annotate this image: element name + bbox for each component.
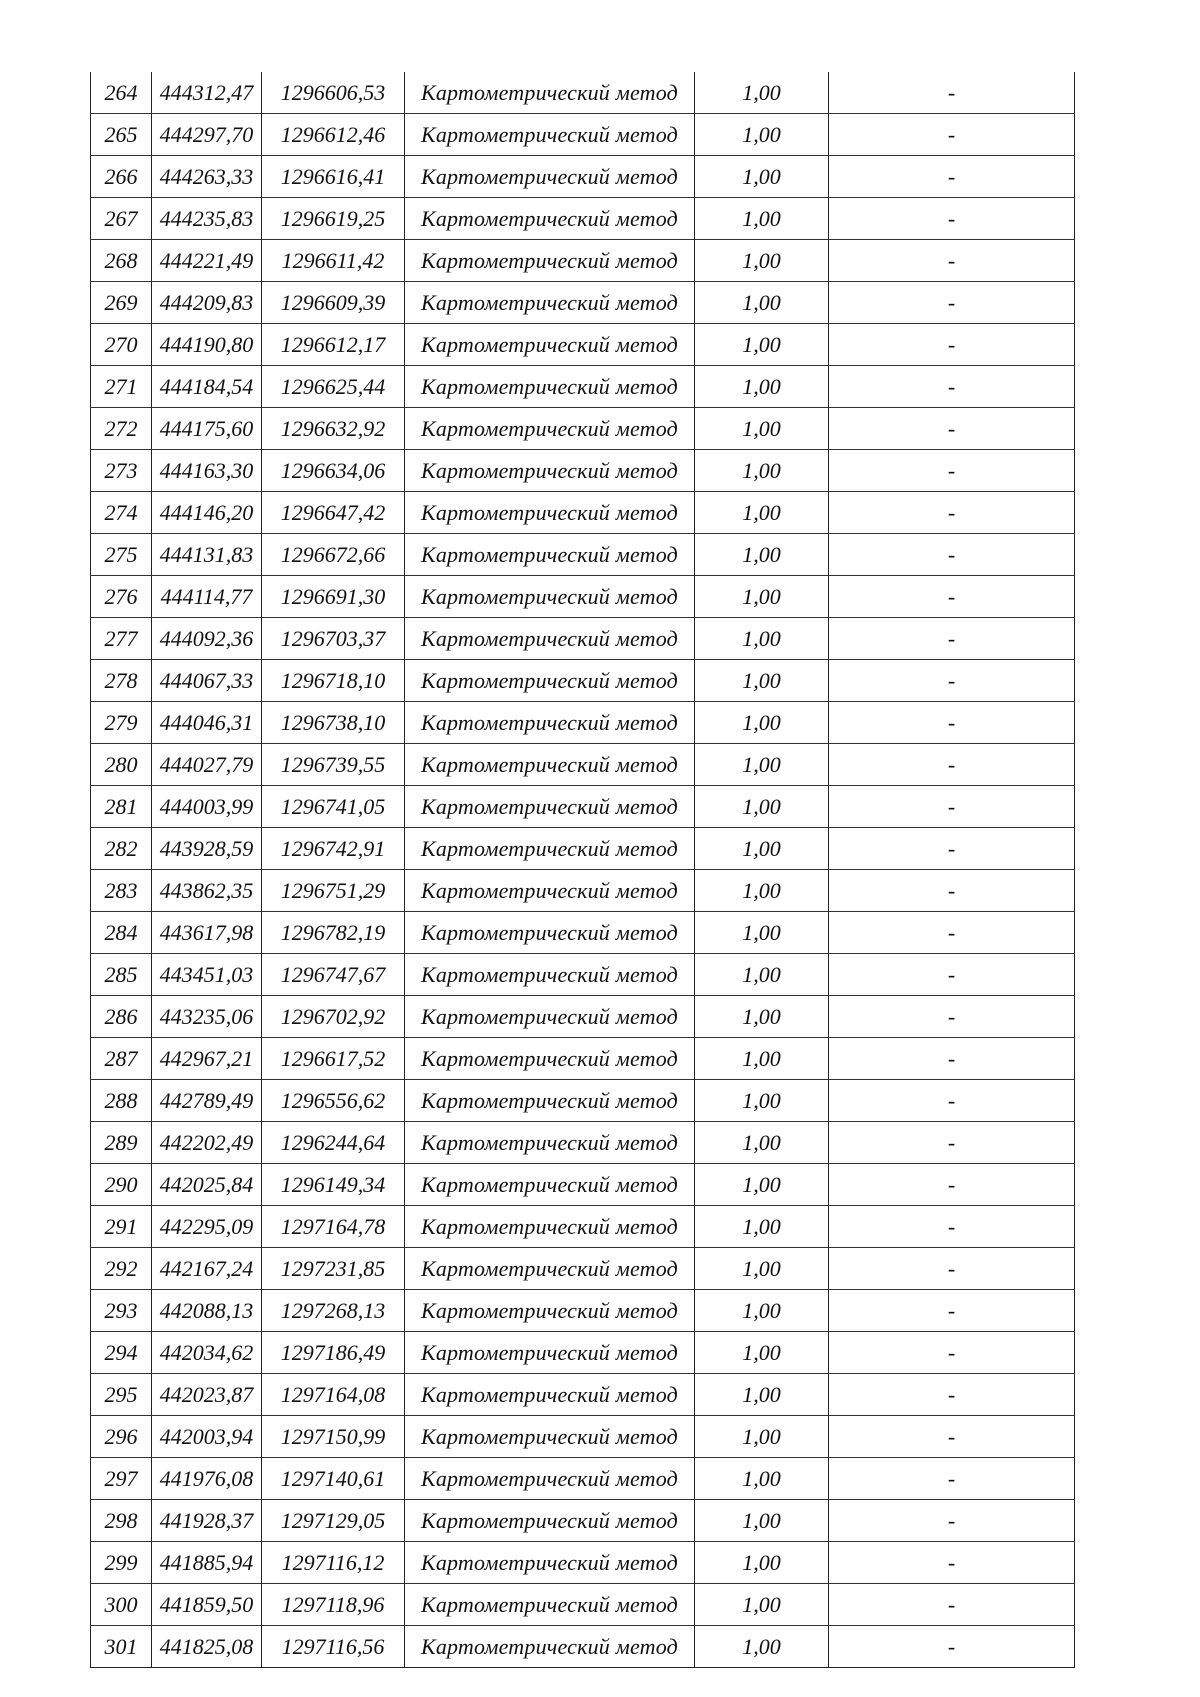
table-row <box>91 156 1075 198</box>
accuracy-cell: 1,00 <box>695 996 829 1038</box>
x-coordinate-cell: 444209,83 <box>152 282 262 324</box>
method-cell: Картометрический метод <box>405 828 695 870</box>
table-row <box>91 1290 1075 1332</box>
x-coordinate-cell: 442202,49 <box>152 1122 262 1164</box>
table-row <box>91 450 1075 492</box>
x-coordinate-cell: 444175,60 <box>152 408 262 450</box>
accuracy-cell: 1,00 <box>695 576 829 618</box>
note-cell: - <box>829 1248 1075 1290</box>
accuracy-cell: 1,00 <box>695 1626 829 1668</box>
x-coordinate-cell: 443862,35 <box>152 870 262 912</box>
note-cell: - <box>829 1206 1075 1248</box>
method-cell: Картометрический метод <box>405 1458 695 1500</box>
point-number-cell: 276 <box>91 576 152 618</box>
table-row <box>91 198 1075 240</box>
method-cell: Картометрический метод <box>405 366 695 408</box>
point-number-cell: 295 <box>91 1374 152 1416</box>
x-coordinate-cell: 444067,33 <box>152 660 262 702</box>
method-cell: Картометрический метод <box>405 324 695 366</box>
point-number-cell: 290 <box>91 1164 152 1206</box>
note-cell: - <box>829 744 1075 786</box>
x-coordinate-cell: 444184,54 <box>152 366 262 408</box>
y-coordinate-cell: 1296747,67 <box>262 954 405 996</box>
x-coordinate-cell: 443928,59 <box>152 828 262 870</box>
accuracy-cell: 1,00 <box>695 1290 829 1332</box>
x-coordinate-cell: 444312,47 <box>152 72 262 114</box>
coordinates-table-body <box>91 72 1075 1668</box>
table-row <box>91 72 1075 114</box>
accuracy-cell: 1,00 <box>695 198 829 240</box>
y-coordinate-cell: 1296611,42 <box>262 240 405 282</box>
x-coordinate-cell: 442034,62 <box>152 1332 262 1374</box>
note-cell: - <box>829 1542 1075 1584</box>
accuracy-cell: 1,00 <box>695 1584 829 1626</box>
coordinates-sheet <box>90 72 1074 1668</box>
note-cell: - <box>829 282 1075 324</box>
x-coordinate-cell: 442023,87 <box>152 1374 262 1416</box>
y-coordinate-cell: 1296742,91 <box>262 828 405 870</box>
method-cell: Картометрический метод <box>405 408 695 450</box>
y-coordinate-cell: 1296718,10 <box>262 660 405 702</box>
table-row <box>91 786 1075 828</box>
point-number-cell: 266 <box>91 156 152 198</box>
note-cell: - <box>829 1500 1075 1542</box>
y-coordinate-cell: 1297164,08 <box>262 1374 405 1416</box>
note-cell: - <box>829 1290 1075 1332</box>
method-cell: Картометрический метод <box>405 1080 695 1122</box>
x-coordinate-cell: 443451,03 <box>152 954 262 996</box>
y-coordinate-cell: 1297116,56 <box>262 1626 405 1668</box>
point-number-cell: 288 <box>91 1080 152 1122</box>
point-number-cell: 270 <box>91 324 152 366</box>
point-number-cell: 272 <box>91 408 152 450</box>
point-number-cell: 297 <box>91 1458 152 1500</box>
note-cell: - <box>829 1584 1075 1626</box>
accuracy-cell: 1,00 <box>695 72 829 114</box>
accuracy-cell: 1,00 <box>695 786 829 828</box>
y-coordinate-cell: 1296691,30 <box>262 576 405 618</box>
accuracy-cell: 1,00 <box>695 618 829 660</box>
note-cell: - <box>829 1626 1075 1668</box>
point-number-cell: 292 <box>91 1248 152 1290</box>
accuracy-cell: 1,00 <box>695 1542 829 1584</box>
note-cell: - <box>829 996 1075 1038</box>
accuracy-cell: 1,00 <box>695 744 829 786</box>
point-number-cell: 279 <box>91 702 152 744</box>
x-coordinate-cell: 444003,99 <box>152 786 262 828</box>
accuracy-cell: 1,00 <box>695 1332 829 1374</box>
note-cell: - <box>829 702 1075 744</box>
point-number-cell: 275 <box>91 534 152 576</box>
point-number-cell: 271 <box>91 366 152 408</box>
table-row <box>91 408 1075 450</box>
method-cell: Картометрический метод <box>405 954 695 996</box>
point-number-cell: 285 <box>91 954 152 996</box>
y-coordinate-cell: 1297268,13 <box>262 1290 405 1332</box>
point-number-cell: 274 <box>91 492 152 534</box>
method-cell: Картометрический метод <box>405 996 695 1038</box>
point-number-cell: 291 <box>91 1206 152 1248</box>
y-coordinate-cell: 1297186,49 <box>262 1332 405 1374</box>
x-coordinate-cell: 443617,98 <box>152 912 262 954</box>
table-row <box>91 240 1075 282</box>
table-row <box>91 1458 1075 1500</box>
table-row <box>91 912 1075 954</box>
note-cell: - <box>829 786 1075 828</box>
table-row <box>91 492 1075 534</box>
note-cell: - <box>829 450 1075 492</box>
x-coordinate-cell: 444235,83 <box>152 198 262 240</box>
x-coordinate-cell: 441976,08 <box>152 1458 262 1500</box>
note-cell: - <box>829 1080 1075 1122</box>
y-coordinate-cell: 1296149,34 <box>262 1164 405 1206</box>
method-cell: Картометрический метод <box>405 156 695 198</box>
table-row <box>91 1332 1075 1374</box>
table-row <box>91 618 1075 660</box>
method-cell: Картометрический метод <box>405 534 695 576</box>
note-cell: - <box>829 198 1075 240</box>
method-cell: Картометрический метод <box>405 450 695 492</box>
note-cell: - <box>829 870 1075 912</box>
table-row <box>91 324 1075 366</box>
method-cell: Картометрический метод <box>405 1500 695 1542</box>
y-coordinate-cell: 1296625,44 <box>262 366 405 408</box>
table-row <box>91 366 1075 408</box>
x-coordinate-cell: 444027,79 <box>152 744 262 786</box>
accuracy-cell: 1,00 <box>695 156 829 198</box>
coordinates-table <box>90 72 1075 1668</box>
y-coordinate-cell: 1296634,06 <box>262 450 405 492</box>
note-cell: - <box>829 114 1075 156</box>
note-cell: - <box>829 1164 1075 1206</box>
table-row <box>91 660 1075 702</box>
x-coordinate-cell: 444131,83 <box>152 534 262 576</box>
point-number-cell: 301 <box>91 1626 152 1668</box>
note-cell: - <box>829 1416 1075 1458</box>
note-cell: - <box>829 240 1075 282</box>
method-cell: Картометрический метод <box>405 114 695 156</box>
y-coordinate-cell: 1296616,41 <box>262 156 405 198</box>
x-coordinate-cell: 442789,49 <box>152 1080 262 1122</box>
y-coordinate-cell: 1296703,37 <box>262 618 405 660</box>
table-row <box>91 1500 1075 1542</box>
y-coordinate-cell: 1296556,62 <box>262 1080 405 1122</box>
y-coordinate-cell: 1296739,55 <box>262 744 405 786</box>
point-number-cell: 268 <box>91 240 152 282</box>
point-number-cell: 284 <box>91 912 152 954</box>
table-row <box>91 1416 1075 1458</box>
point-number-cell: 296 <box>91 1416 152 1458</box>
x-coordinate-cell: 442295,09 <box>152 1206 262 1248</box>
note-cell: - <box>829 72 1075 114</box>
point-number-cell: 293 <box>91 1290 152 1332</box>
method-cell: Картометрический метод <box>405 1584 695 1626</box>
note-cell: - <box>829 1122 1075 1164</box>
table-row <box>91 1542 1075 1584</box>
method-cell: Картометрический метод <box>405 1206 695 1248</box>
note-cell: - <box>829 576 1075 618</box>
point-number-cell: 300 <box>91 1584 152 1626</box>
table-row <box>91 1206 1075 1248</box>
point-number-cell: 278 <box>91 660 152 702</box>
accuracy-cell: 1,00 <box>695 324 829 366</box>
note-cell: - <box>829 366 1075 408</box>
accuracy-cell: 1,00 <box>695 534 829 576</box>
accuracy-cell: 1,00 <box>695 1164 829 1206</box>
method-cell: Картометрический метод <box>405 618 695 660</box>
y-coordinate-cell: 1296741,05 <box>262 786 405 828</box>
accuracy-cell: 1,00 <box>695 1206 829 1248</box>
point-number-cell: 281 <box>91 786 152 828</box>
note-cell: - <box>829 156 1075 198</box>
point-number-cell: 289 <box>91 1122 152 1164</box>
y-coordinate-cell: 1296647,42 <box>262 492 405 534</box>
y-coordinate-cell: 1296617,52 <box>262 1038 405 1080</box>
note-cell: - <box>829 1038 1075 1080</box>
table-row <box>91 996 1075 1038</box>
method-cell: Картометрический метод <box>405 198 695 240</box>
accuracy-cell: 1,00 <box>695 1122 829 1164</box>
method-cell: Картометрический метод <box>405 492 695 534</box>
table-row <box>91 1584 1075 1626</box>
accuracy-cell: 1,00 <box>695 114 829 156</box>
y-coordinate-cell: 1297231,85 <box>262 1248 405 1290</box>
y-coordinate-cell: 1296632,92 <box>262 408 405 450</box>
x-coordinate-cell: 444146,20 <box>152 492 262 534</box>
method-cell: Картометрический метод <box>405 1416 695 1458</box>
point-number-cell: 282 <box>91 828 152 870</box>
table-row <box>91 1374 1075 1416</box>
x-coordinate-cell: 444046,31 <box>152 702 262 744</box>
method-cell: Картометрический метод <box>405 1374 695 1416</box>
method-cell: Картометрический метод <box>405 1164 695 1206</box>
point-number-cell: 298 <box>91 1500 152 1542</box>
note-cell: - <box>829 534 1075 576</box>
method-cell: Картометрический метод <box>405 912 695 954</box>
accuracy-cell: 1,00 <box>695 1248 829 1290</box>
accuracy-cell: 1,00 <box>695 492 829 534</box>
x-coordinate-cell: 441885,94 <box>152 1542 262 1584</box>
accuracy-cell: 1,00 <box>695 366 829 408</box>
x-coordinate-cell: 444163,30 <box>152 450 262 492</box>
y-coordinate-cell: 1296751,29 <box>262 870 405 912</box>
y-coordinate-cell: 1297150,99 <box>262 1416 405 1458</box>
x-coordinate-cell: 444114,77 <box>152 576 262 618</box>
note-cell: - <box>829 828 1075 870</box>
accuracy-cell: 1,00 <box>695 660 829 702</box>
y-coordinate-cell: 1296672,66 <box>262 534 405 576</box>
x-coordinate-cell: 444297,70 <box>152 114 262 156</box>
x-coordinate-cell: 442967,21 <box>152 1038 262 1080</box>
accuracy-cell: 1,00 <box>695 1458 829 1500</box>
x-coordinate-cell: 441928,37 <box>152 1500 262 1542</box>
y-coordinate-cell: 1296619,25 <box>262 198 405 240</box>
accuracy-cell: 1,00 <box>695 282 829 324</box>
y-coordinate-cell: 1297140,61 <box>262 1458 405 1500</box>
y-coordinate-cell: 1296782,19 <box>262 912 405 954</box>
x-coordinate-cell: 444092,36 <box>152 618 262 660</box>
x-coordinate-cell: 444263,33 <box>152 156 262 198</box>
method-cell: Картометрический метод <box>405 1038 695 1080</box>
point-number-cell: 283 <box>91 870 152 912</box>
table-row <box>91 1080 1075 1122</box>
accuracy-cell: 1,00 <box>695 1374 829 1416</box>
accuracy-cell: 1,00 <box>695 1080 829 1122</box>
accuracy-cell: 1,00 <box>695 408 829 450</box>
point-number-cell: 287 <box>91 1038 152 1080</box>
y-coordinate-cell: 1297118,96 <box>262 1584 405 1626</box>
x-coordinate-cell: 442088,13 <box>152 1290 262 1332</box>
point-number-cell: 269 <box>91 282 152 324</box>
x-coordinate-cell: 444221,49 <box>152 240 262 282</box>
y-coordinate-cell: 1296738,10 <box>262 702 405 744</box>
note-cell: - <box>829 324 1075 366</box>
note-cell: - <box>829 1374 1075 1416</box>
table-row <box>91 1038 1075 1080</box>
method-cell: Картометрический метод <box>405 1332 695 1374</box>
table-row <box>91 870 1075 912</box>
x-coordinate-cell: 442167,24 <box>152 1248 262 1290</box>
accuracy-cell: 1,00 <box>695 1416 829 1458</box>
note-cell: - <box>829 492 1075 534</box>
point-number-cell: 264 <box>91 72 152 114</box>
note-cell: - <box>829 408 1075 450</box>
accuracy-cell: 1,00 <box>695 828 829 870</box>
point-number-cell: 273 <box>91 450 152 492</box>
accuracy-cell: 1,00 <box>695 450 829 492</box>
note-cell: - <box>829 1332 1075 1374</box>
x-coordinate-cell: 441859,50 <box>152 1584 262 1626</box>
accuracy-cell: 1,00 <box>695 702 829 744</box>
method-cell: Картометрический метод <box>405 1542 695 1584</box>
note-cell: - <box>829 618 1075 660</box>
table-row <box>91 1164 1075 1206</box>
note-cell: - <box>829 912 1075 954</box>
note-cell: - <box>829 1458 1075 1500</box>
table-row <box>91 576 1075 618</box>
accuracy-cell: 1,00 <box>695 954 829 996</box>
table-row <box>91 534 1075 576</box>
point-number-cell: 265 <box>91 114 152 156</box>
method-cell: Картометрический метод <box>405 1248 695 1290</box>
method-cell: Картометрический метод <box>405 744 695 786</box>
table-row <box>91 282 1075 324</box>
method-cell: Картометрический метод <box>405 702 695 744</box>
accuracy-cell: 1,00 <box>695 912 829 954</box>
x-coordinate-cell: 442003,94 <box>152 1416 262 1458</box>
y-coordinate-cell: 1297116,12 <box>262 1542 405 1584</box>
y-coordinate-cell: 1296612,46 <box>262 114 405 156</box>
point-number-cell: 267 <box>91 198 152 240</box>
method-cell: Картометрический метод <box>405 660 695 702</box>
x-coordinate-cell: 444190,80 <box>152 324 262 366</box>
method-cell: Картометрический метод <box>405 1290 695 1332</box>
accuracy-cell: 1,00 <box>695 870 829 912</box>
accuracy-cell: 1,00 <box>695 240 829 282</box>
table-row <box>91 744 1075 786</box>
method-cell: Картометрический метод <box>405 282 695 324</box>
y-coordinate-cell: 1296606,53 <box>262 72 405 114</box>
y-coordinate-cell: 1297164,78 <box>262 1206 405 1248</box>
point-number-cell: 280 <box>91 744 152 786</box>
method-cell: Картометрический метод <box>405 1626 695 1668</box>
method-cell: Картометрический метод <box>405 1122 695 1164</box>
note-cell: - <box>829 954 1075 996</box>
point-number-cell: 299 <box>91 1542 152 1584</box>
table-row <box>91 954 1075 996</box>
point-number-cell: 277 <box>91 618 152 660</box>
table-row <box>91 702 1075 744</box>
table-row <box>91 1122 1075 1164</box>
y-coordinate-cell: 1296612,17 <box>262 324 405 366</box>
y-coordinate-cell: 1296244,64 <box>262 1122 405 1164</box>
method-cell: Картометрический метод <box>405 240 695 282</box>
table-row <box>91 1248 1075 1290</box>
method-cell: Картометрический метод <box>405 576 695 618</box>
point-number-cell: 294 <box>91 1332 152 1374</box>
note-cell: - <box>829 660 1075 702</box>
accuracy-cell: 1,00 <box>695 1038 829 1080</box>
y-coordinate-cell: 1296702,92 <box>262 996 405 1038</box>
method-cell: Картометрический метод <box>405 72 695 114</box>
table-row <box>91 1626 1075 1668</box>
accuracy-cell: 1,00 <box>695 1500 829 1542</box>
y-coordinate-cell: 1296609,39 <box>262 282 405 324</box>
x-coordinate-cell: 442025,84 <box>152 1164 262 1206</box>
x-coordinate-cell: 443235,06 <box>152 996 262 1038</box>
method-cell: Картометрический метод <box>405 870 695 912</box>
y-coordinate-cell: 1297129,05 <box>262 1500 405 1542</box>
table-row <box>91 828 1075 870</box>
method-cell: Картометрический метод <box>405 786 695 828</box>
table-row <box>91 114 1075 156</box>
x-coordinate-cell: 441825,08 <box>152 1626 262 1668</box>
point-number-cell: 286 <box>91 996 152 1038</box>
